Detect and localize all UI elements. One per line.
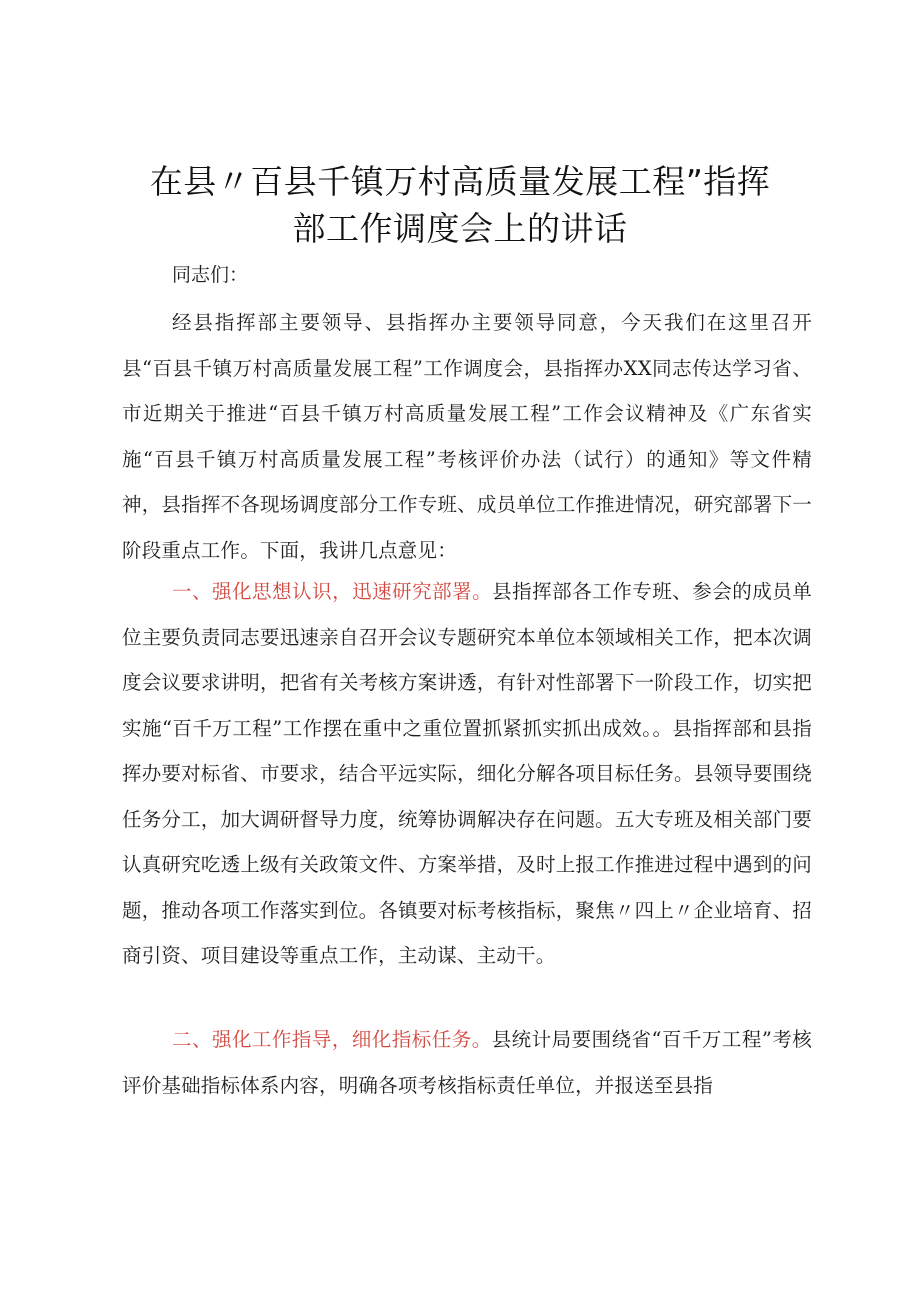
title-line-2: 部工作调度会上的讲话 xyxy=(292,209,628,248)
title-line-1: 在县〃百县千镇万村高质量发展工程”指挥 xyxy=(149,162,771,201)
opening-paragraph: 经县指挥部主要领导、县指挥办主要领导同意，今天我们在这里召开县“百县千镇万村高质量发展工程”工作调度会，县指挥办XX同志传达学习省、市近期关于推进“百县千镇万村高质量发展工程”工作会议精神及《广东省实施“百县千镇万村高质量发展工程”考核评价办法（试行）的通知》等文件精神，县指挥不各现场调度部分工作专班、成员单位工作推进情况，研究部署下一阶段重点工作。下面，我讲几点意见： xyxy=(122,311,812,562)
section-2-heading: 二、强化工作指导，细化指标任务。 xyxy=(172,1028,492,1051)
salutation: 同志们： xyxy=(172,264,249,286)
section-1-body: 县指挥部各工作专班、参会的成员单位主要负责同志要迅速亲自召开会议专题研究本单位本领域相关工作，把本次调度会议要求讲明，把省有关考核方案讲透，有针对性部署下一阶段工作，切实把实施“百千万工程”工作摆在重中之重位置抓紧抓实抓出成效。。县指挥部和县指挥办要对标省、市要求，结合平远实际，细化分解各项目标任务。县领导要围绕任务分工，加大调研督导力度，统筹协调解决存在问题。五大专班及相关部门要认真研究吃透上级有关政策文件、方案举措，及时上报工作推进过程中遇到的问题，推动各项工作落实到位。各镇要对标考核指标，聚焦〃四上〃企业培育、招商引资、项目建设等重点工作，主动谋、主动干。 xyxy=(122,580,812,967)
section-1-paragraph xyxy=(122,569,812,979)
section-2-body: 县统计局要围绕省“百千万工程”考核评价基础指标体系内容，明确各项考核指标责任单位，并报送至县指 xyxy=(122,1028,813,1097)
section-2-paragraph xyxy=(122,1017,812,1108)
section-1-heading: 一、强化思想认识，迅速研究部署。 xyxy=(172,580,493,603)
document-title xyxy=(100,158,820,252)
